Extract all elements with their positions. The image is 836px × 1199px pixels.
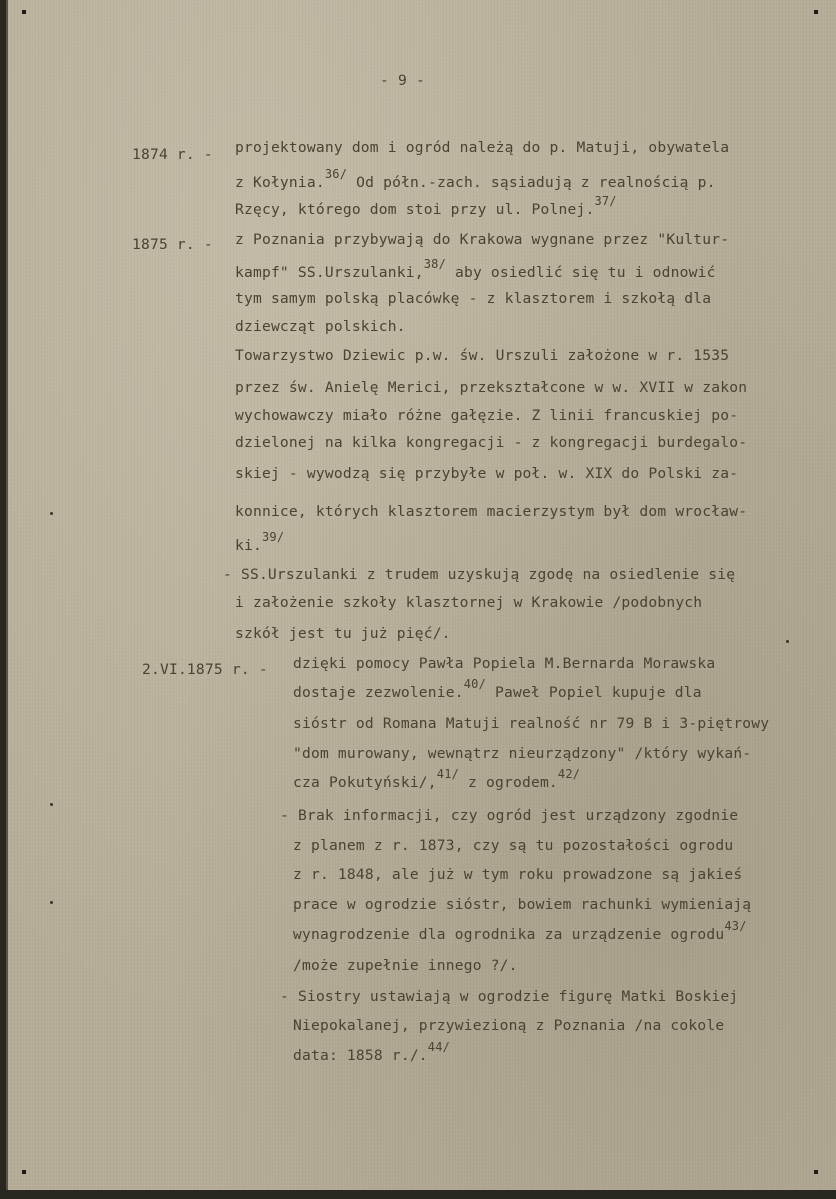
footnote-ref: 36/ bbox=[324, 167, 348, 181]
entry-date: 2.VI.1875 r. - bbox=[142, 661, 268, 678]
text-line: Niepokalanej, przywiezioną z Poznania /na cokole bbox=[293, 1017, 725, 1034]
text-line: /może zupełnie innego ?/. bbox=[293, 957, 518, 974]
text-line: kampf" SS.Urszulanki,$^{38/}$ aby osiedlić się tu i odnowić bbox=[235, 257, 716, 281]
paper-speck bbox=[50, 803, 53, 806]
text-line: projektowany dom i ogród należą do p. Matuji, obywatela bbox=[235, 139, 730, 156]
text-line: z Poznania przybywają do Krakowa wygnane przez "Kultur- bbox=[235, 231, 730, 248]
text-line: sióstr od Romana Matuji realność nr 79 B i 3-piętrowy bbox=[293, 715, 770, 732]
page-number: - 9 - bbox=[380, 72, 425, 89]
text-line: dzięki pomocy Pawła Popiela M.Bernarda Morawska bbox=[293, 655, 716, 672]
text-line: z r. 1848, ale już w tym roku prowadzone są jakieś bbox=[293, 866, 743, 883]
text-line: dziewcząt polskich. bbox=[235, 318, 406, 335]
text-line: z Kołynia.$^{36/}$ Od półn.-zach. sąsiadują z realnością p. bbox=[235, 167, 716, 191]
footnote-ref: 44/ bbox=[427, 1040, 451, 1054]
footnote-ref: 40/ bbox=[463, 677, 487, 691]
text-line: wynagrodzenie dla ogrodnika za urządzenie ogrodu$^{43/}$ bbox=[293, 919, 747, 943]
text-line: tym samym polską placówkę - z klasztorem i szkołą dla bbox=[235, 290, 712, 307]
text-line: konnice, których klasztorem macierzystym był dom wrocław- bbox=[235, 503, 748, 520]
footnote-ref: 39/ bbox=[261, 530, 285, 544]
text-line: i założenie szkoły klasztornej w Krakowie /podobnych bbox=[235, 594, 703, 611]
text-line: z planem z r. 1873, czy są tu pozostałości ogrodu bbox=[293, 837, 734, 854]
text-line: Towarzystwo Dziewic p.w. św. Urszuli założone w r. 1535 bbox=[235, 347, 730, 364]
footnote-ref: 42/ bbox=[557, 767, 581, 781]
footnote-ref: 41/ bbox=[436, 767, 460, 781]
corner-mark bbox=[814, 10, 818, 14]
corner-mark bbox=[22, 10, 26, 14]
text-line: - SS.Urszulanki z trudem uzyskują zgodę na osiedlenie się bbox=[223, 566, 736, 583]
text-line: Rzęcy, którego dom stoi przy ul. Polnej.$^{37/}$ bbox=[235, 194, 617, 218]
footnote-ref: 38/ bbox=[423, 257, 446, 271]
text-line: dzielonej na kilka kongregacji - z kongregacji burdegalo- bbox=[235, 434, 748, 451]
text-line: "dom murowany, wewnątrz nieurządzony" /który wykań- bbox=[293, 745, 752, 762]
entry-date: 1874 r. - bbox=[132, 146, 213, 163]
entry-date: 1875 r. - bbox=[132, 236, 213, 253]
footnote-ref: 43/ bbox=[724, 919, 747, 933]
text-line: szkół jest tu już pięć/. bbox=[235, 625, 451, 642]
text-line: skiej - wywodzą się przybyłe w poł. w. XIX do Polski za- bbox=[235, 465, 739, 482]
text-line: cza Pokutyński/,$^{41/}$ z ogrodem.$^{42/}$ bbox=[293, 767, 581, 791]
text-line: przez św. Anielę Merici, przekształcone w w. XVII w zakon bbox=[235, 379, 748, 396]
text-line: - Brak informacji, czy ogród jest urządzony zgodnie bbox=[280, 807, 739, 824]
text-line: ki.$^{39/}$ bbox=[235, 530, 285, 554]
footnote-ref: 37/ bbox=[594, 194, 617, 208]
text-line: dostaje zezwolenie.$^{40/}$ Paweł Popiel kupuje dla bbox=[293, 677, 702, 701]
corner-mark bbox=[814, 1170, 818, 1174]
text-line: wychowawczy miało różne gałęzie. Z linii francuskiej po- bbox=[235, 407, 739, 424]
corner-mark bbox=[22, 1170, 26, 1174]
document-page bbox=[6, 0, 836, 1190]
text-line: prace w ogrodzie sióstr, bowiem rachunki wymieniają bbox=[293, 896, 752, 913]
paper-speck bbox=[786, 640, 789, 643]
text-line: - Siostry ustawiają w ogrodzie figurę Matki Boskiej bbox=[280, 988, 739, 1005]
paper-speck bbox=[50, 512, 53, 515]
paper-speck bbox=[50, 901, 53, 904]
text-line: data: 1858 r./.$^{44/}$ bbox=[293, 1040, 451, 1064]
